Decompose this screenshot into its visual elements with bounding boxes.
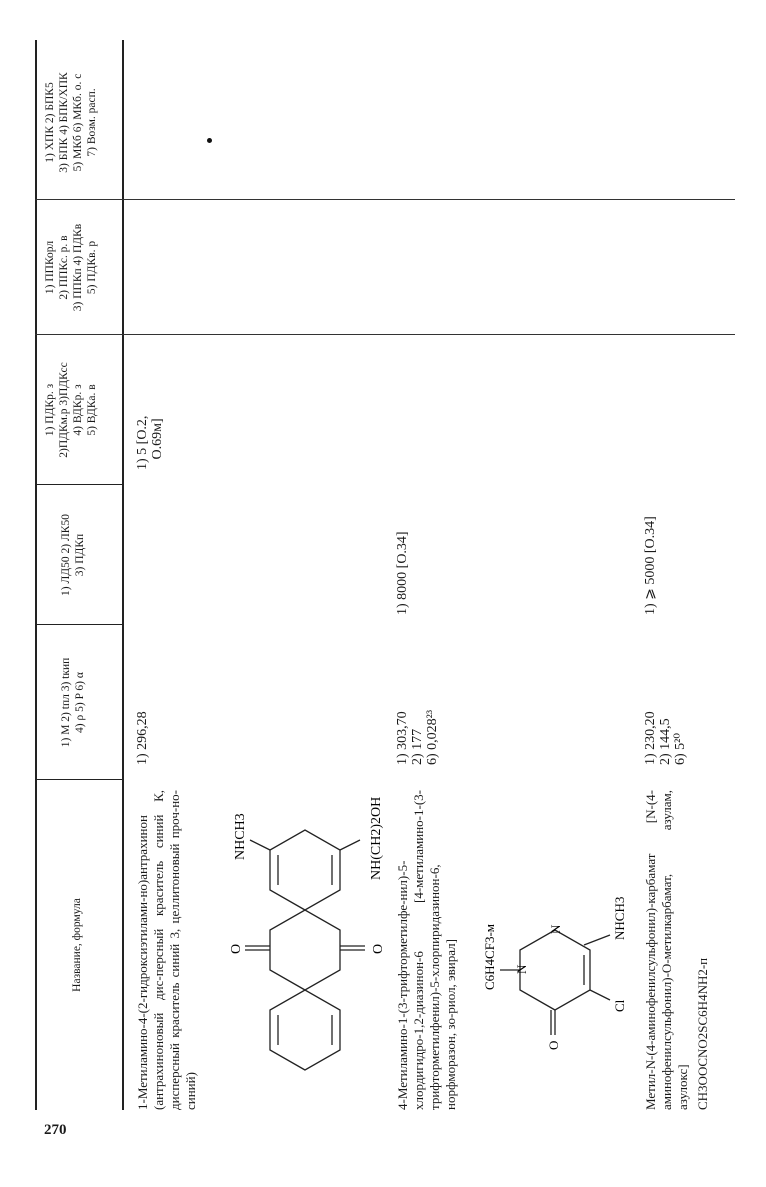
row1-structure-anthraquinone [220, 790, 390, 1110]
header-tox-line2: 3) ПДКп [74, 533, 86, 577]
row1-pdk: 1) 5 [О.2, О.69м] [135, 415, 165, 470]
row1-nhch3: NHCH3 [233, 813, 248, 860]
header-phys-line2: 4) ρ 5) P 6) α [74, 672, 86, 733]
row2-substituent: C6H4CF3-м [482, 923, 497, 990]
header-ppk-line1: 1) ППКорл [44, 240, 56, 295]
header-ppk-line3: 3) ППКп 4) ПДКв [72, 223, 84, 312]
table-top-border [35, 40, 37, 1110]
header-pdk-line3: 4) ВДКр. з [72, 384, 84, 436]
row1-o-top: O [229, 943, 244, 954]
header-class-line2: 3) БПК 4) БПК/ХПК [58, 72, 70, 173]
header-phys [59, 625, 87, 780]
header-class [43, 45, 99, 200]
header-pdk-line1: 1) ПДКр. з [44, 383, 56, 437]
rotated-table [35, 40, 735, 1110]
header-ppk [43, 200, 99, 335]
header-class-line4: 7) Возм. расп. [86, 88, 98, 157]
row2-structure-pyridazinone [480, 790, 630, 1110]
header-tox-line1: 1) ЛД50 2) ЛК50 [60, 514, 72, 596]
row1-name: 1-Метиламино-4-(2-гидроксиэтилами-но)антрахинон (антрахиноновый дис-персный краситель синий К, дисперсный краситель синий 3, целлитоновый проч-но-синий) [135, 790, 198, 1110]
row3-tox: 1) ⩾ 5000 [О.34] [643, 516, 658, 615]
row-sep-a [35, 334, 735, 335]
page-number: 270 [44, 1122, 67, 1138]
row3-phys: 1) 230,20 2) 144,5 6) 5²⁰ [643, 711, 688, 765]
header-class-line3: 5) МКб 6) МКб. о. с [72, 73, 84, 172]
row1-nhch2oh: NH(CH2)2OH [369, 796, 384, 880]
row2-o: O [546, 1040, 561, 1050]
header-ppk-line4: 5) ПДКв. р [86, 240, 98, 295]
row1-o-bottom: O [371, 943, 386, 954]
row2-phys: 1) 303,70 2) 177 6) 0,028²³ [395, 709, 440, 765]
row-sep-b [35, 199, 735, 200]
header-phys-line1: 1) M 2) tпл 3) tкип [60, 657, 72, 748]
row3-name: Метил-N-(4-аминофенилсульфонил)-карбамат [N-(4-аминофенилсульфонил)-О-метилкарбамат, азулам, азулокс] [643, 790, 690, 1110]
header-name: Название, формула [71, 898, 83, 992]
header-ppk-line2: 2) ППКс. р. в [58, 235, 70, 300]
header-pdk-line2: 2)ПДКм.р 3)ПДКсс [58, 362, 70, 458]
row1-phys: 1) 296,28 [135, 711, 150, 765]
row2-nhch3: NHCH3 [612, 896, 627, 940]
row2-n1: N [514, 964, 529, 974]
row2-tox: 1) 8000 [О.34] [395, 531, 410, 615]
row2-cl: Cl [612, 999, 627, 1012]
header-pdk-line4: 5) ВДКа. в [86, 384, 98, 436]
header-pdk [43, 335, 99, 485]
header-tox [59, 485, 87, 625]
header-class-line1: 1) ХПК 2) БПК5 [44, 82, 56, 163]
header-border [122, 40, 124, 1110]
row3-formula: CH3OOCNO2SC6H4NH2-п [695, 957, 710, 1110]
row2-n2: N [548, 924, 563, 934]
row2-name: 4-Метиламино-1-(3-трифторметилфе-нил)-5-хлордигидро-1,2-диазинон-6 [4-метиламино-1-(3-трифторметилфенил)-5-хлорпиридазинон-6, норфмоpазон, зо-риол, эвирал] [395, 790, 458, 1110]
